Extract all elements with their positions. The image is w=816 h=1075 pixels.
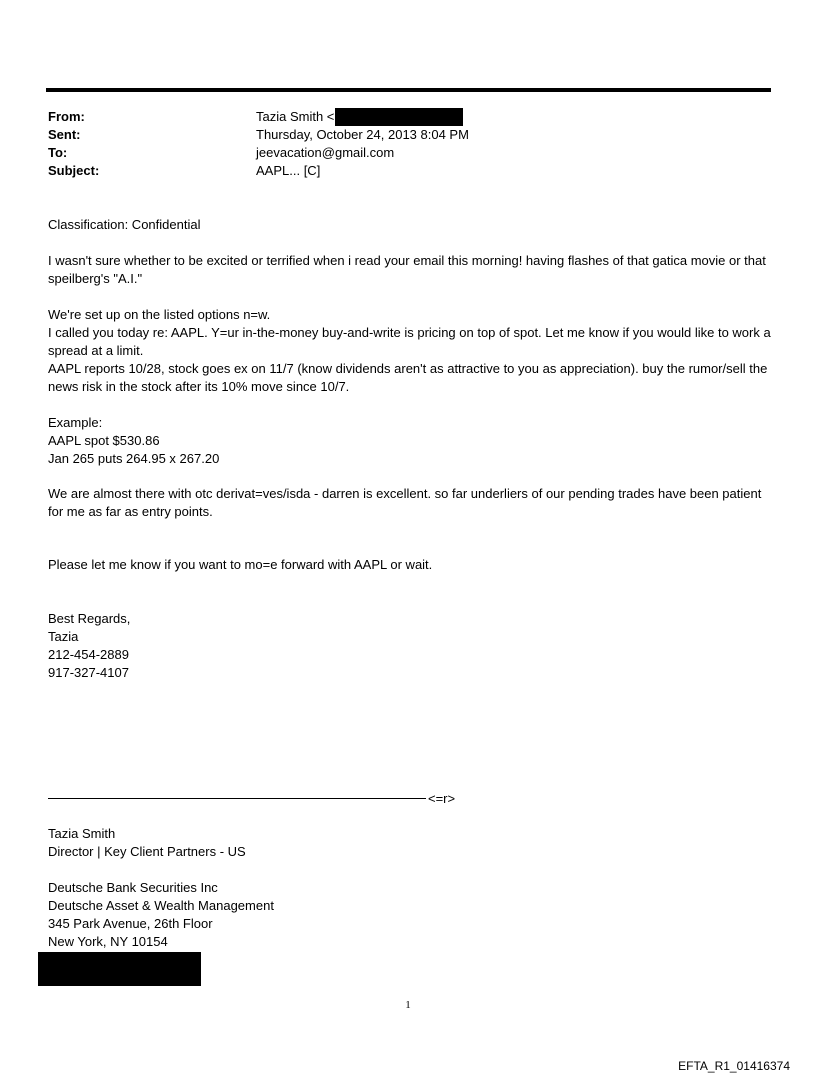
signature-name-block [48, 825, 778, 861]
signature-title: Director | Key Client Partners - US [48, 844, 246, 859]
signature-address-block [48, 879, 778, 951]
phone-2: 917-327-4107 [48, 665, 129, 680]
example-spot: AAPL spot $530.86 [48, 433, 160, 448]
from-value [256, 108, 463, 126]
sender-name: Tazia [48, 629, 79, 644]
header-rule [46, 88, 771, 92]
example-puts: Jan 265 puts 264.95 x 267.20 [48, 451, 220, 466]
signature-name: Tazia Smith [48, 826, 116, 841]
paragraph-2-line-1: We're set up on the listed options n=w. [48, 307, 271, 322]
example-label: Example: [48, 415, 103, 430]
sent-value: Thursday, October 24, 2013 8:04 PM [256, 127, 469, 142]
from-label: From: [48, 109, 85, 124]
company-1: Deutsche Bank Securities Inc [48, 880, 218, 895]
page-number: 1 [405, 999, 411, 1011]
signature-divider [48, 798, 426, 799]
from-text: Tazia Smith < [256, 109, 335, 124]
paragraph-1: I wasn't sure whether to be excited or terrified when i read your email this morning! having flashes of that gatica movie or that speilberg's "A.I." [48, 253, 766, 286]
document-id: EFTA_R1_01416374 [678, 1059, 790, 1073]
to-label: To: [48, 145, 68, 160]
closing: Best Regards, [48, 611, 131, 626]
paragraph-2-line-2: I called you today re: AAPL. Y=ur in-the-money buy-and-write is pricing on top of spot. Let me know if you would like to work a spread at a limit. [48, 325, 771, 358]
to-value: jeevacation@gmail.com [256, 145, 395, 160]
subject-value: AAPL... [C] [256, 163, 321, 178]
sent-label: Sent: [48, 127, 81, 142]
company-2: Deutsche Asset & Wealth Management [48, 898, 274, 913]
subject-label: Subject: [48, 163, 100, 178]
redaction-box [335, 108, 463, 126]
example-block [48, 414, 778, 468]
closing-block [48, 610, 778, 682]
paragraph-3: We are almost there with otc derivat=ves/isda - darren is excellent. so far underliers of our pending trades have been patient for me as far as entry points. [48, 486, 762, 519]
phone-1: 212-454-2889 [48, 647, 129, 662]
classification: Classification: Confidential [48, 217, 201, 232]
paragraph-2-line-3: AAPL reports 10/28, stock goes ex on 11/7 (know dividends aren't as attractive to you as appreciation). buy the rumor/sell the news risk in the stock after its 10% move since 10/7. [48, 361, 768, 394]
address-2: New York, NY 10154 [48, 934, 168, 949]
paragraph-2 [48, 306, 778, 396]
redaction-box [38, 952, 201, 986]
signature-marker: <=r> [428, 791, 456, 806]
paragraph-4: Please let me know if you want to mo=e forward with AAPL or wait. [48, 557, 433, 572]
address-1: 345 Park Avenue, 26th Floor [48, 916, 213, 931]
